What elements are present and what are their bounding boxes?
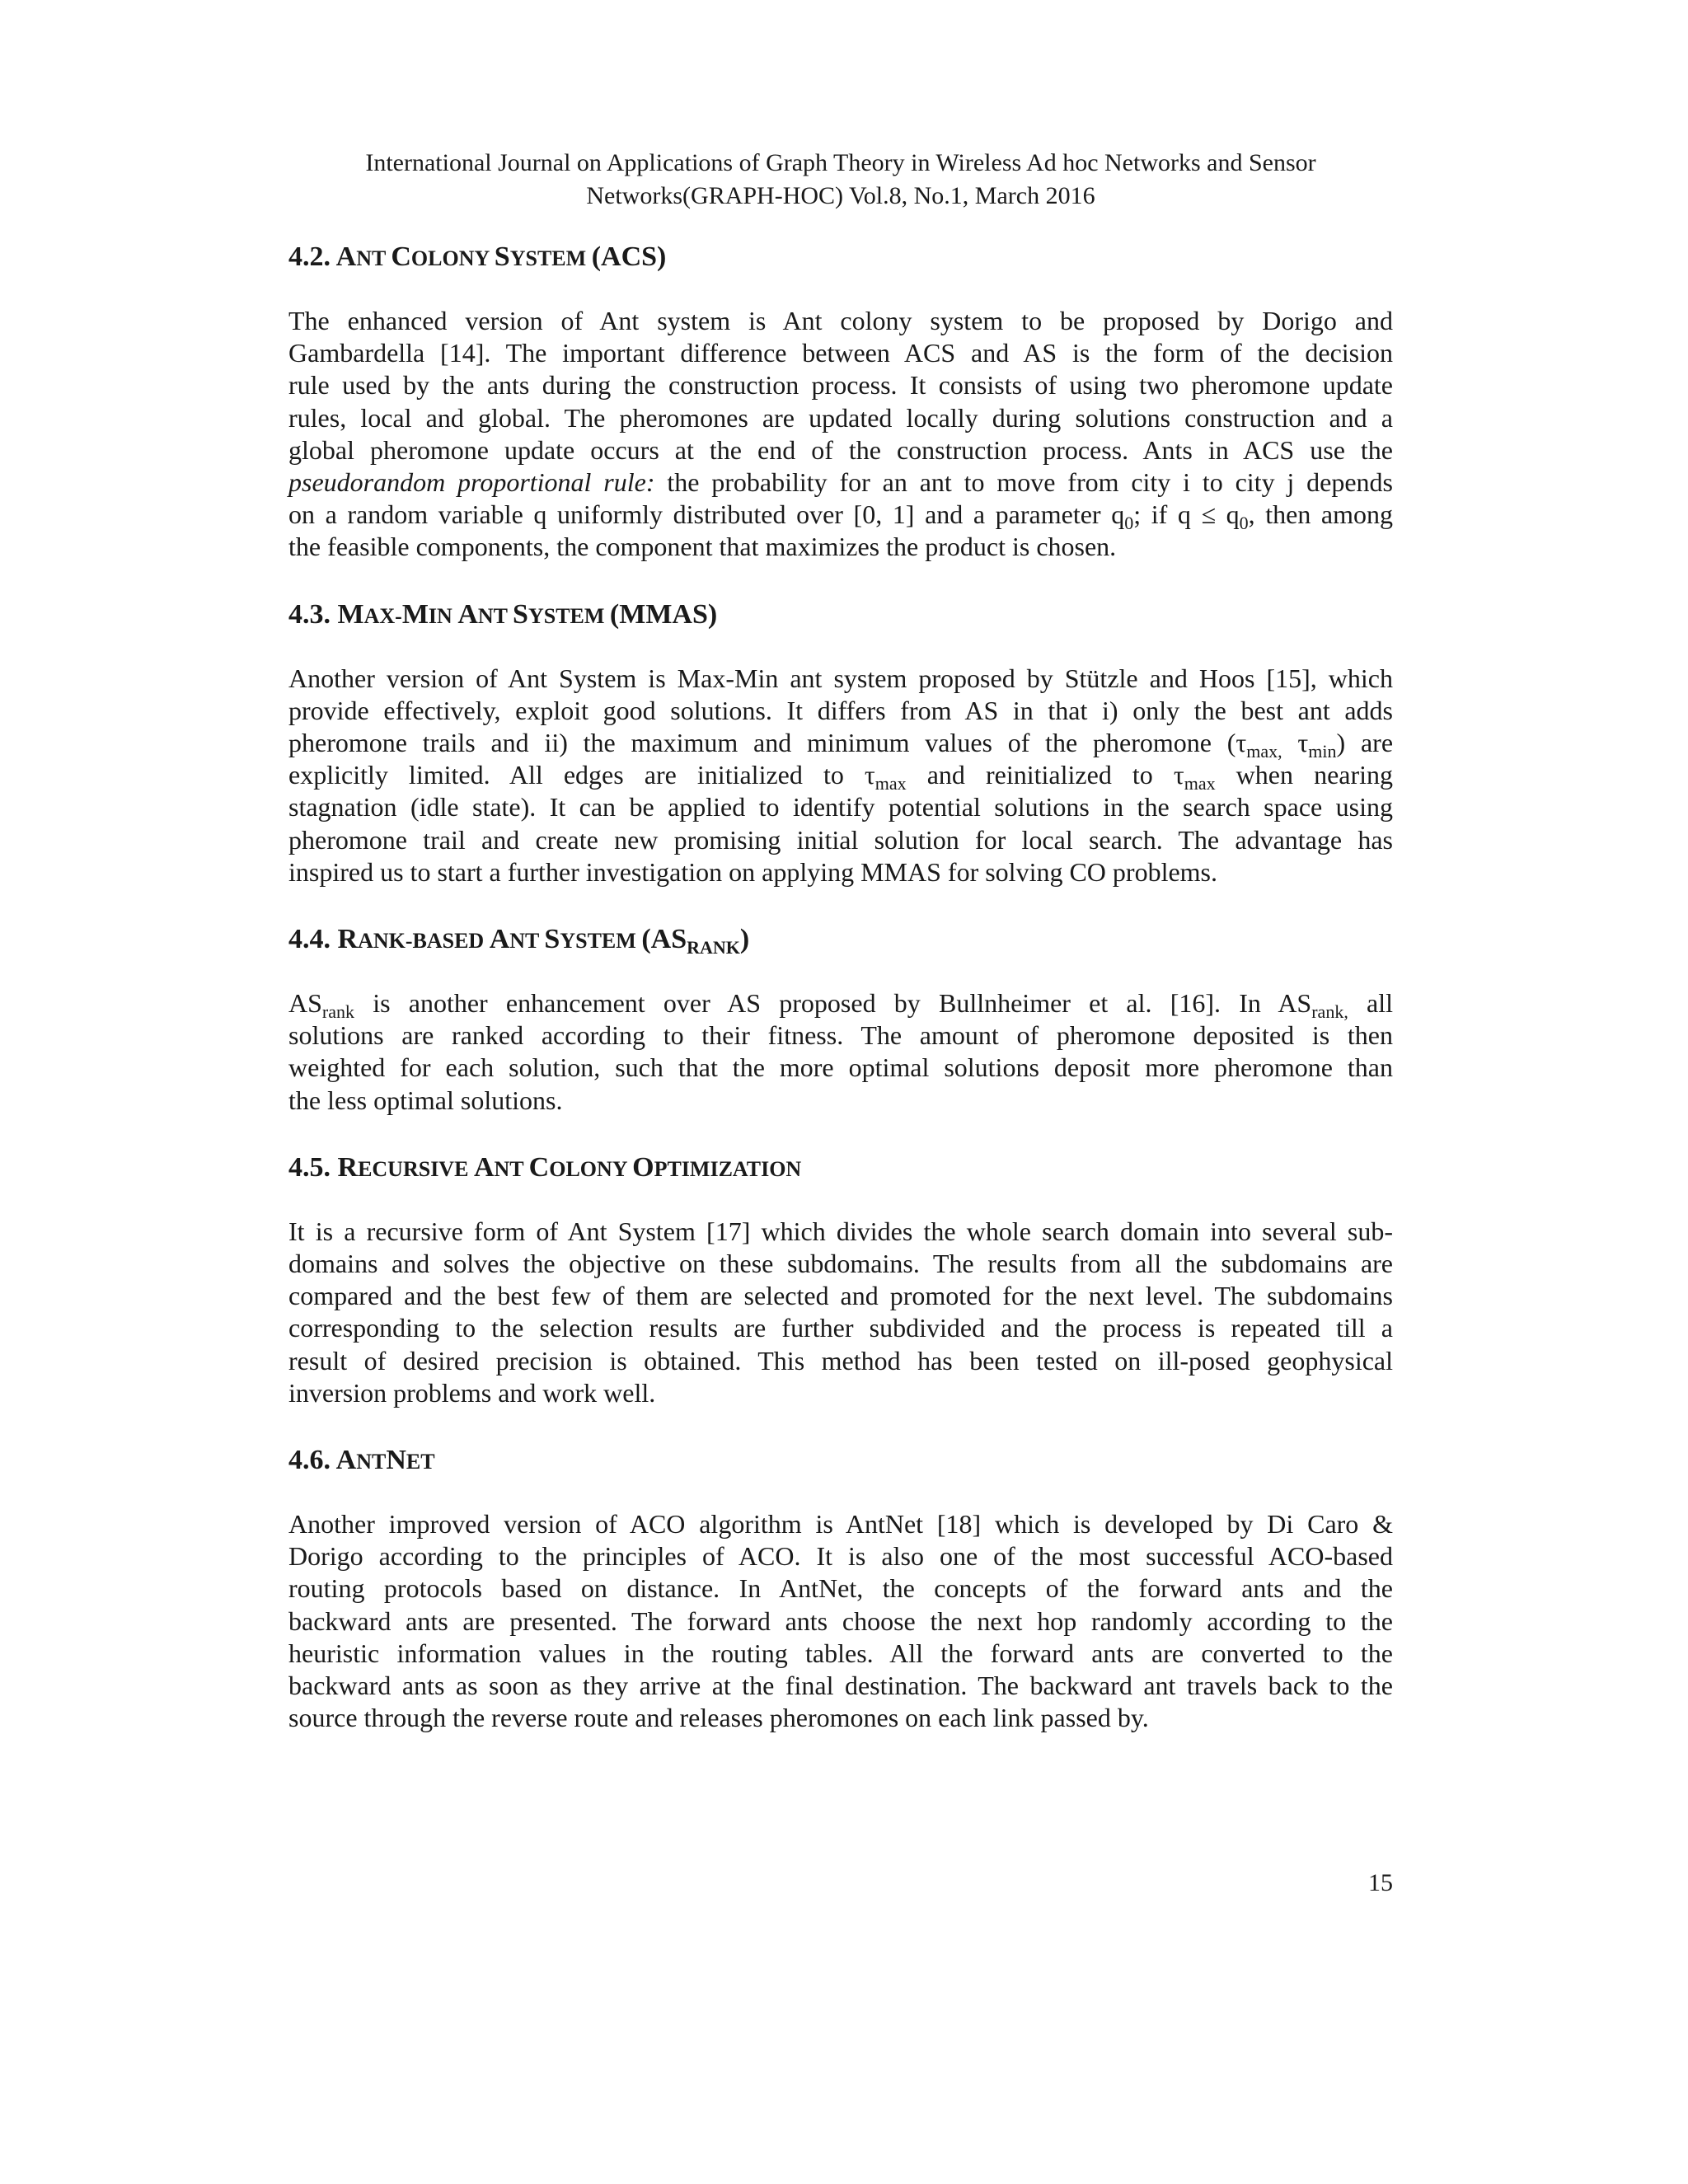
page-number: 15 (1368, 1869, 1393, 1896)
paragraph-mmas: Another version of Ant System is Max-Min ant system proposed by Stützle and Hoos [15], which provide effectively, exploit good solutions. It differs from AS in that i) only the best ant adds pheromone trails and ii) the maximum and minimum values of the pheromone ($\tau_{max,}$ $\tau_{min}$) are explicitly limited. All edges are initialized to $\tau_{max}$ and reinitialized to $\tau_{max}$ when nearing stagnation (idle state). It can be applied to identify potential solutions in the search space using pheromone trail and create new promising initial solution for local search. The advantage has inspired us to start a further investigation on applying MMAS for solving CO problems. (288, 663, 1394, 887)
section-heading-antnet: 4.6. ANTNET (288, 1445, 435, 1476)
header-line-1: International Journal on Applications of Graph Theory in Wireless Ad hoc Networks and Sensor (365, 149, 1316, 176)
section-heading-recursive-aco: 4.5. RECURSIVE ANT COLONY OPTIMIZATION (288, 1151, 802, 1183)
main-content (288, 239, 1393, 1735)
section-heading-acs: 4.2. ANT COLONY SYSTEM (ACS) (288, 241, 667, 272)
journal-running-header (288, 147, 1393, 213)
section-heading-asrank: 4.4. RANK-BASED ANT SYSTEM $(AS_{RANK})$ (288, 924, 750, 958)
header-line-2: Networks(GRAPH-HOC) Vol.8, No.1, March 2016 (586, 182, 1095, 209)
paragraph-asrank: $AS_{rank}$ is another enhancement over AS proposed by Bullnheimer et al. [16]. In $AS_{rank,}$ all solutions are ranked according to their fitness. The amount of pheromone deposited is then weighted for each solution, such that the more optimal solutions deposit more pheromone than the less optimal solutions. (288, 988, 1394, 1115)
paragraph-antnet: Another improved version of ACO algorithm is AntNet [18] which is developed by Di Caro & Dorigo according to the principles of ACO. It is also one of the most successful ACO-based routing protocols based on distance. In AntNet, the concepts of the forward ants and the backward ants are presented. The forward ants choose the next hop randomly according to the heuristic information values in the routing tables. All the forward ants are converted to the backward ants as soon as they arrive at the final destination. The backward ant travels back to the source through the reverse route and releases pheromones on each link passed by. (288, 1509, 1393, 1733)
section-heading-mmas: 4.3. MAX-MIN ANT SYSTEM (MMAS) (288, 598, 718, 630)
paragraph-recursive-aco: It is a recursive form of Ant System [17] which divides the whole search domain into several sub- domains and solves the objective on these subdomains. The results from all the subdomains are compared and the best few of them are selected and promoted for the next level. The subdomains corresponding to the selection results are further subdivided and the process is repeated till a result of desired precision is obtained. This method has been tested on ill-posed geophysical inversion problems and work well. (288, 1216, 1393, 1408)
paragraph-acs: The enhanced version of Ant system is Ant colony system to be proposed by Dorigo and Gambardella [14]. The important difference between ACS and AS is the form of the decision rule used by the ants during the construction process. It consists of using two pheromone update rules, local and global. The pheromones are updated locally during solutions construction and a global pheromone update occurs at the end of the construction process. Ants in ACS use the pseudorandom proportional rule: the probability for an ant to move from city i to city j depends on a random variable q uniformly distributed over [0, 1] and a parameter $q_0$; if $q \le q_0$, then among the feasible components, the component that maximizes the product is chosen. (288, 306, 1394, 562)
